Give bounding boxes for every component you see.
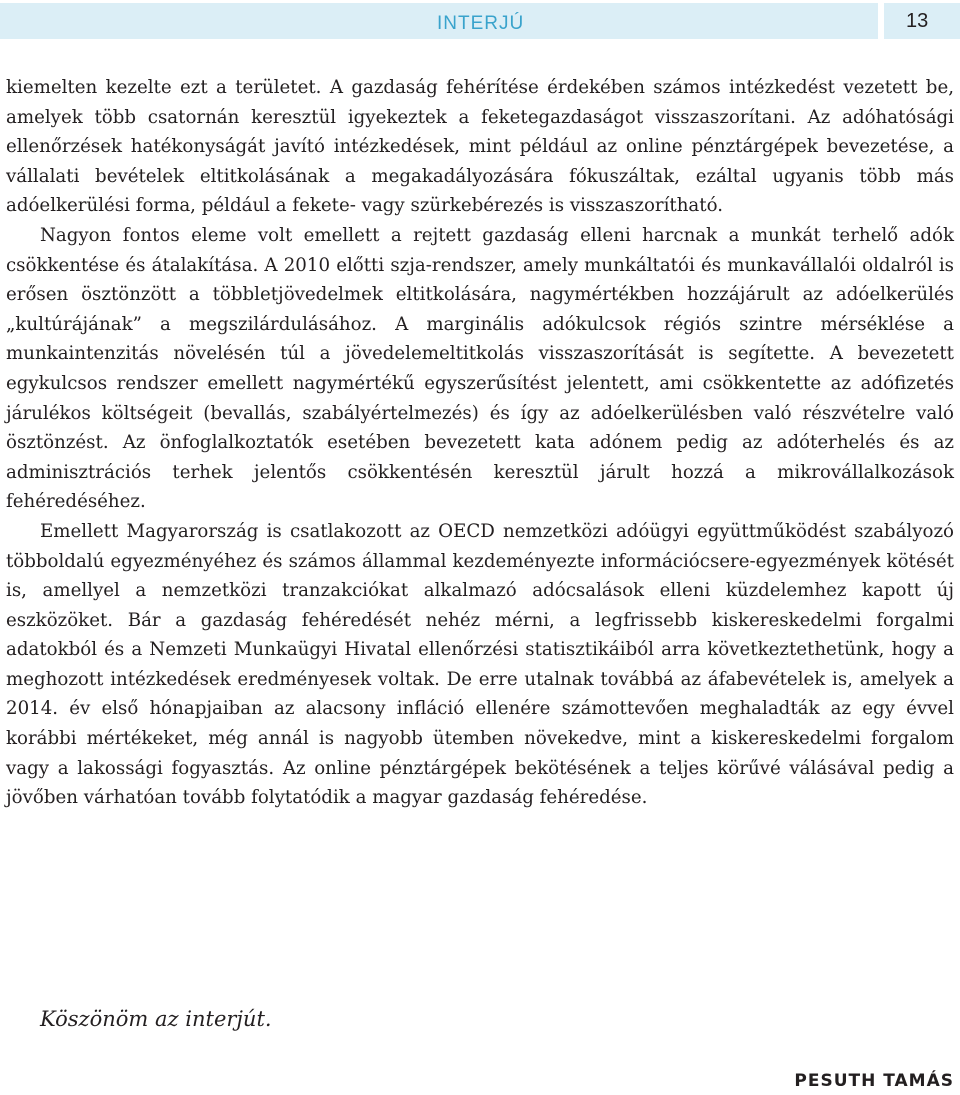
paragraph-3: Emellett Magyarország is csatlakozott az OECD nemzetközi adóügyi együttműködést szabályozó többoldalú egyezményéhez és számos állammal kezdeményezte információcsere-egyezmények kötését is, amellyel a nemzetközi tranzakciókat alkalmazó adócsalások elleni küzdelemhez kapott új eszközöket. Bár a gazdaság fehéredését nehéz mérni, a legfrissebb kiskereskedelmi forgalmi adatokból és a Nemzeti Munkaügyi Hivatal ellenőrzési statisztikáiból arra következtethetünk, hogy a meghozott intézkedések eredményesek voltak. De erre utalnak továbbá az áfabevételek is, amelyek a 2014. év első hónapjaiban az alacsony infláció ellenére számottevően meghaladták az egy évvel korábbi mértékeket, még annál is nagyobb ütemben növekedve, mint a kiskereskedelmi forgalom vagy a lakossági fogyasztás. Az online pénztárgépek bekötésének a teljes körűvé válásával pedig a jövőben várhatóan tovább folytatódik a magyar gazdaság fehéredése. (6, 520, 954, 809)
header-bar (0, 3, 878, 39)
paragraph-1: kiemelten kezelte ezt a területet. A gazdaság fehérítése érdekében számos intézkedést vezetett be, amelyek több csatornán keresztül igyekeztek a feketegazdaságot visszaszorítani. Az adóhatósági ellenőrzések hatékonyságát javító intézkedések, mint például az online pénztárgépek bevezetése, a vállalati bevételek eltitkolásának a megakadályozására fókuszáltak, ezáltal ugyanis több más adóelkerülési forma, például a fekete- vagy szürkebérezés is visszaszorítható. (6, 77, 954, 217)
page-number: 13 (906, 10, 929, 32)
section-title: INTERJÚ (437, 13, 525, 34)
paragraph-2: Nagyon fontos eleme volt emellett a rejtett gazdaság elleni harcnak a munkát terhelő adók csökkentése és átalakítása. A 2010 előtti szja-rendszer, amely munkáltatói és munkavállalói oldalról is erősen ösztönzött a többletjövedelmek eltitkolására, nagymértékben hozzájárult az adóelkerülés „kultúrájának” a megszilárdulásához. A marginális adókulcsok régiós szintre mérséklése a munkaintenzitás növelésén túl a jövedelemeltitkolás visszaszorítását is segítette. A bevezetett egykulcsos rendszer emellett nagymértékű egyszerűsítést jelentett, ami csökkentette az adófizetés járulékos költségeit (bevallás, szabályértelmezés) és így az adóelkerülésben való részvételre való ösztönzést. Az önfoglalkoztatók esetében bevezetett kata adónem pedig az adóterhelés és az adminisztrációs terhek jelentős csökkentésén keresztül járult hozzá a mikrovállalkozások fehéredéséhez. (6, 224, 954, 513)
author-name: PESUTH TAMÁS (794, 1071, 954, 1091)
article-body (6, 73, 954, 813)
closing-line: Köszönöm az interjút. (40, 1007, 272, 1031)
